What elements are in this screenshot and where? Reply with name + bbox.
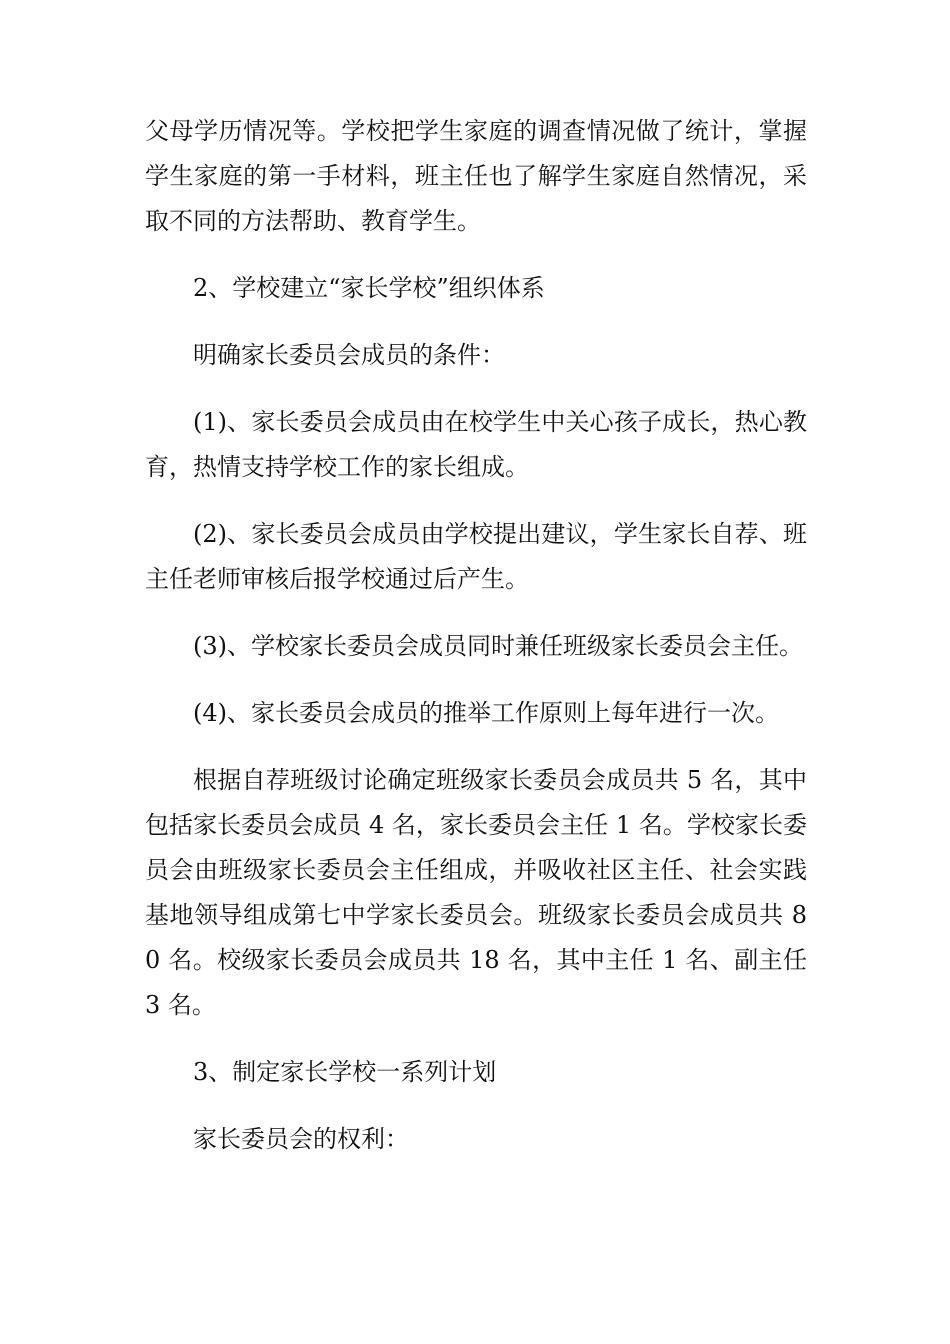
paragraph-family-survey: 父母学历情况等。学校把学生家庭的调查情况做了统计，掌握学生家庭的第一手材料，班主任也了解学生家庭自然情况，采取不同的方法帮助、教育学生。: [145, 117, 807, 235]
document-body: [145, 109, 807, 1162]
heading-parent-school-plans: 3、制定家长学校一系列计划: [193, 1058, 497, 1086]
list-item-condition-2: (2)、家长委员会成员由学校提出建议，学生家长自荐、班主任老师审核后报学校通过后产生。: [145, 520, 807, 593]
paragraph-committee-rights: 家长委员会的权利：: [193, 1125, 409, 1153]
list-item-condition-4: (4)、家长委员会成员的推举工作原则上每年进行一次。: [193, 699, 779, 727]
paragraph-committee-composition: 根据自荐班级讨论确定班级家长委员会成员共 5 名，其中包括家长委员会成员 4 名，家长委员会主任 1 名。学校家长委员会由班级家长委员会主任组成，并吸收社区主任、社会实践基地领导组成第七中学家长委员会。班级家长委员会成员共 80 名。校级家长委员会成员共 18 名，其中主任 1 名、副主任 3 名。: [145, 766, 807, 1019]
list-item-condition-3: (3)、学校家长委员会成员同时兼任班级家长委员会主任。: [193, 632, 803, 660]
heading-parent-school-system: 2、学校建立“家长学校”组织体系: [193, 274, 545, 302]
list-item-condition-1: (1)、家长委员会成员由在校学生中关心孩子成长，热心教育，热情支持学校工作的家长组成。: [145, 408, 807, 481]
paragraph-member-conditions: 明确家长委员会成员的条件：: [193, 341, 505, 369]
